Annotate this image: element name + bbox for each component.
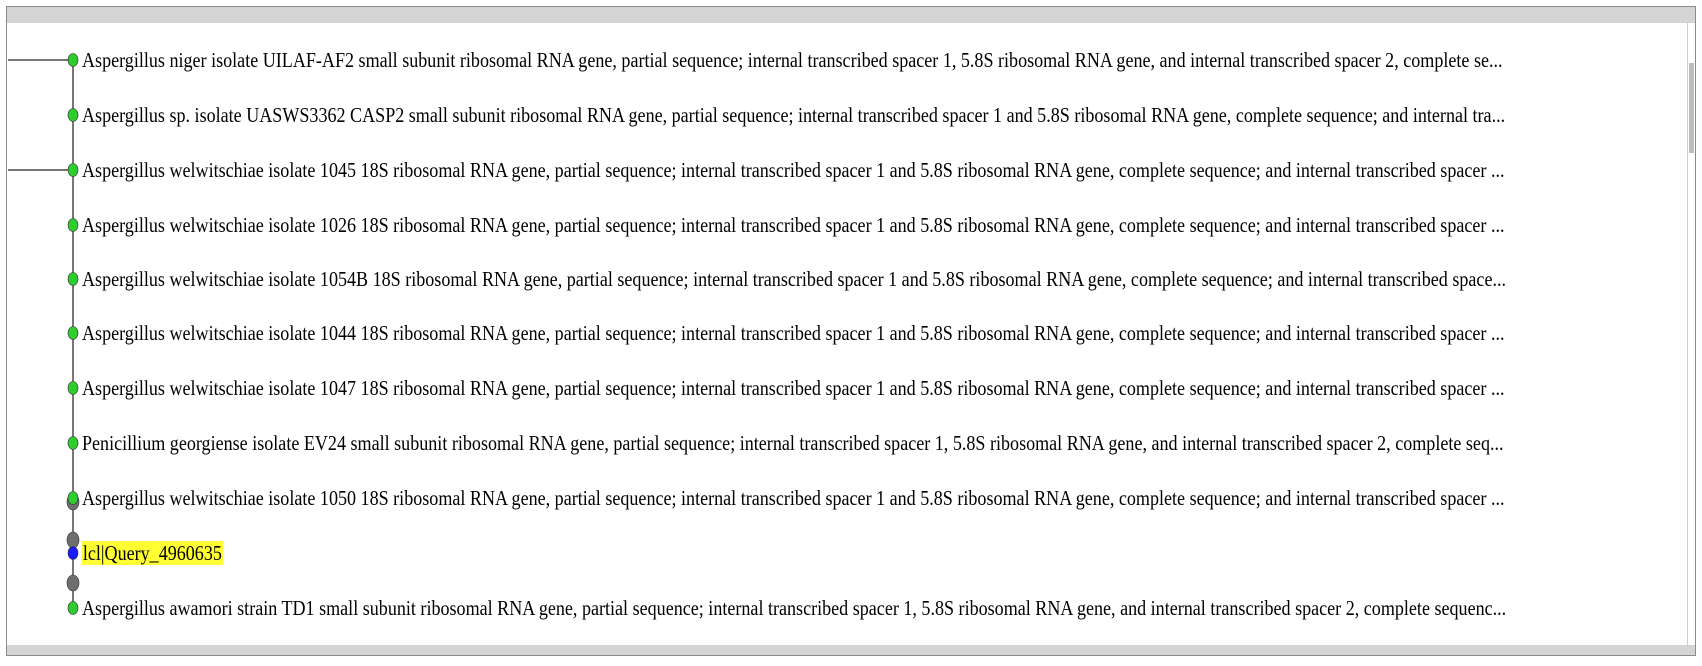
- leaf-label[interactable]: Aspergillus welwitschiae isolate 1044 18S ribosomal RNA gene, partial sequence; internal transcribed spacer 1 and 5.8S ribosomal RNA gene, complete sequence; and internal transcribed spacer ...: [82, 321, 1505, 345]
- leaf-label[interactable]: Aspergillus welwitschiae isolate 1047 18S ribosomal RNA gene, partial sequence; internal transcribed spacer 1 and 5.8S ribosomal RNA gene, complete sequence; and internal transcribed spacer ...: [82, 376, 1505, 400]
- leaf-label[interactable]: Penicillium georgiense isolate EV24 small subunit ribosomal RNA gene, partial sequence; internal transcribed spacer 1, 5.8S ribosomal RNA gene, and internal transcribed spacer 2, complete seq...: [82, 431, 1504, 455]
- leaf-node[interactable]: [68, 273, 78, 286]
- leaf-node[interactable]: [68, 437, 78, 450]
- query-leaf-label[interactable]: [82, 538, 223, 568]
- leaf-label[interactable]: Aspergillus sp. isolate UASWS3362 CASP2 small subunit ribosomal RNA gene, partial sequence; internal transcribed spacer 1 and 5.8S ribosomal RNA gene, complete sequence; and internal tra...: [82, 103, 1506, 127]
- leaf-label[interactable]: Aspergillus awamori strain TD1 small subunit ribosomal RNA gene, partial sequence; internal transcribed spacer 1, 5.8S ribosomal RNA gene, and internal transcribed spacer 2, complete sequenc...: [82, 596, 1507, 620]
- internal-node[interactable]: [67, 532, 79, 548]
- leaf-node[interactable]: [68, 382, 78, 395]
- leaf-node[interactable]: [68, 327, 78, 340]
- internal-node[interactable]: [67, 575, 79, 591]
- leaf-node[interactable]: [68, 602, 78, 615]
- leaf-label[interactable]: Aspergillus welwitschiae isolate 1026 18S ribosomal RNA gene, partial sequence; internal transcribed spacer 1 and 5.8S ribosomal RNA gene, complete sequence; and internal transcribed spacer ...: [82, 213, 1505, 237]
- leaf-node[interactable]: [68, 492, 78, 505]
- leaf-label[interactable]: Aspergillus welwitschiae isolate 1054B 18S ribosomal RNA gene, partial sequence; internal transcribed spacer 1 and 5.8S ribosomal RNA gene, complete sequence; and internal transcribed space...: [82, 267, 1507, 291]
- leaf-node[interactable]: [68, 109, 78, 122]
- leaf-node[interactable]: [68, 164, 78, 177]
- query-leaf-node[interactable]: [68, 547, 78, 560]
- leaf-node[interactable]: [68, 54, 78, 67]
- tree-edges: [8, 60, 73, 608]
- leaf-label[interactable]: Aspergillus welwitschiae isolate 1045 18S ribosomal RNA gene, partial sequence; internal transcribed spacer 1 and 5.8S ribosomal RNA gene, complete sequence; and internal transcribed spacer ...: [82, 158, 1505, 182]
- leaf-node[interactable]: [68, 219, 78, 232]
- leaf-label[interactable]: Aspergillus niger isolate UILAF-AF2 small subunit ribosomal RNA gene, partial sequence; internal transcribed spacer 1, 5.8S ribosomal RNA gene, and internal transcribed spacer 2, complete se...: [82, 48, 1503, 72]
- query-highlight: lcl|Query_4960635: [82, 541, 222, 565]
- leaf-label[interactable]: Aspergillus welwitschiae isolate 1050 18S ribosomal RNA gene, partial sequence; internal transcribed spacer 1 and 5.8S ribosomal RNA gene, complete sequence; and internal transcribed spacer ...: [82, 486, 1505, 510]
